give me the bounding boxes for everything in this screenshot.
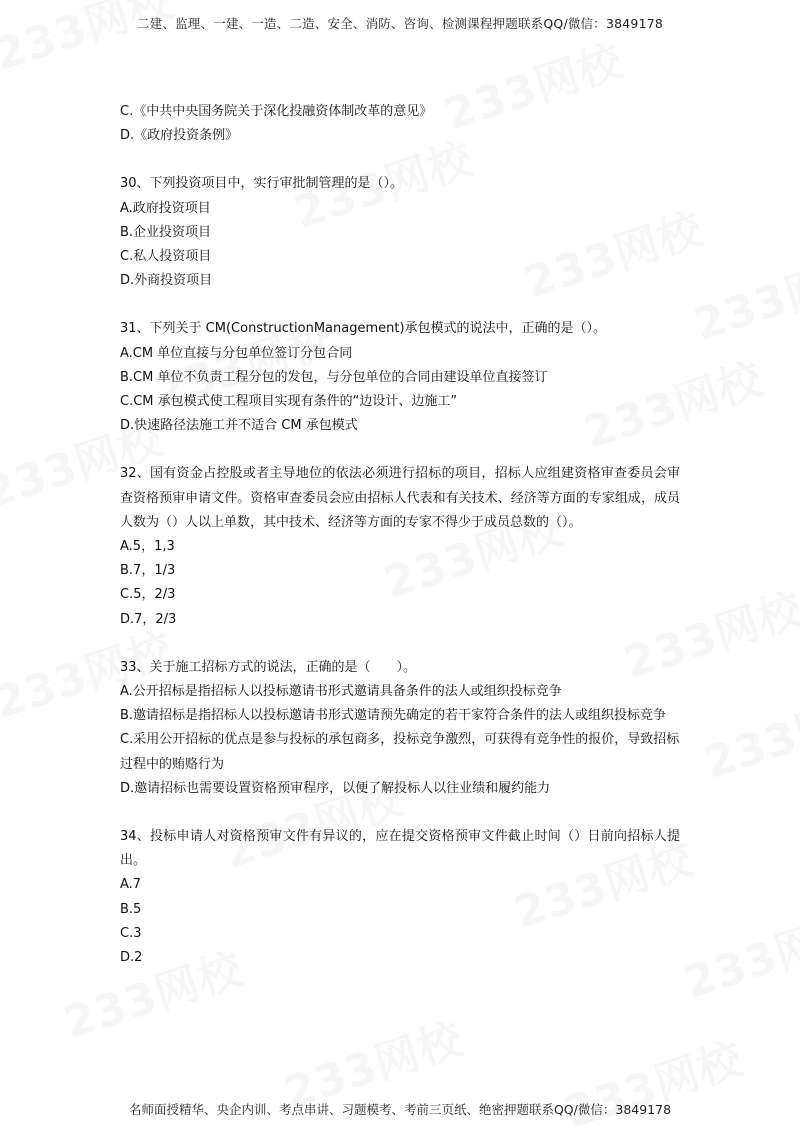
page-header: 二建、监理、一建、一造、二造、安全、消防、咨询、检测课程押题联系QQ/微信：3849178 xyxy=(136,16,664,31)
watermark xyxy=(555,1023,751,1141)
option-b: B.企业投资项目 xyxy=(120,224,212,240)
question-stem: 34、投标申请人对资格预审文件有异议的，应在提交资格预审文件截止时间（）日前向招标人提出。 xyxy=(120,829,680,869)
question-31 xyxy=(120,317,680,438)
option-c: C.《中共中央国务院关于深化投融资体制改革的意见》 xyxy=(120,104,433,119)
question-34 xyxy=(120,825,680,970)
watermark xyxy=(675,893,800,1011)
option-b: B.邀请招标是指招标人以投标邀请书形式邀请预先确定的若干家符合条件的法人或组织投标竞争 xyxy=(120,708,667,724)
option-a: A.CM 单位直接与分包单位签订分包合同 xyxy=(120,345,353,361)
option-a: A.政府投资项目 xyxy=(120,200,211,216)
option-c: C.3 xyxy=(120,925,142,941)
watermark xyxy=(0,0,180,83)
question-33 xyxy=(120,656,680,801)
page-footer: 名师面授精华、央企内训、考点串讲、习题模考、考前三页纸、绝密押题联系QQ/微信：3849178 xyxy=(128,1102,672,1117)
option-d: D.《政府投资条例》 xyxy=(120,128,239,144)
question-stem: 31、下列关于 CM(ConstructionManagement)承包模式的说法中，正确的是（）。 xyxy=(120,321,607,337)
option-c: C.5，2/3 xyxy=(120,587,176,603)
question-stem: 32、国有资金占控股或者主导地位的依法必须进行招标的项目，招标人应组建资格审查委员会审查资格预审申请文件。资格审查委员会应由招标人代表和有关技术、经济等方面的专家组成，成员人数为（）人以上单数，其中技术、经济等方面的专家不得少于成员总数的（）。 xyxy=(120,466,680,530)
option-b: B.5 xyxy=(120,901,142,917)
question-32 xyxy=(120,462,680,631)
option-a: A.公开招标是指招标人以投标邀请书形式邀请具备条件的法人或组织投标竞争 xyxy=(120,684,562,700)
option-a: A.5，1,3 xyxy=(120,539,175,555)
option-c: C.采用公开招标的优点是参与投标的承包商多，投标竞争激烈，可获得有竞争性的报价，导致招标过程中的贿赂行为 xyxy=(120,732,680,772)
question-30 xyxy=(120,172,680,293)
option-d: D.7，2/3 xyxy=(120,611,177,627)
question-stem: 33、关于施工招标方式的说法，正确的是（ ）。 xyxy=(120,659,417,675)
option-d: D.快速路径法施工并不适合 CM 承包模式 xyxy=(120,418,358,434)
option-c: C.CM 承包模式使工程项目实现有条件的“边设计、边施工” xyxy=(120,394,458,410)
option-d: D.2 xyxy=(120,950,143,966)
question-list xyxy=(120,100,680,970)
watermark xyxy=(685,235,800,353)
option-b: B.CM 单位不负责工程分包的发包，与分包单位的合同由建设单位直接签订 xyxy=(120,369,548,385)
option-a: A.7 xyxy=(120,877,142,893)
question-stem: 30、下列投资项目中，实行审批制管理的是（）。 xyxy=(120,176,404,192)
option-d: D.外商投资项目 xyxy=(120,273,213,289)
option-c: C.私人投资项目 xyxy=(120,249,212,265)
option-d: D.邀请招标也需要设置资格预审程序，以便了解投标人以往业绩和履约能力 xyxy=(120,780,551,796)
option-b: B.7，1/3 xyxy=(120,563,176,579)
watermark xyxy=(695,673,800,791)
